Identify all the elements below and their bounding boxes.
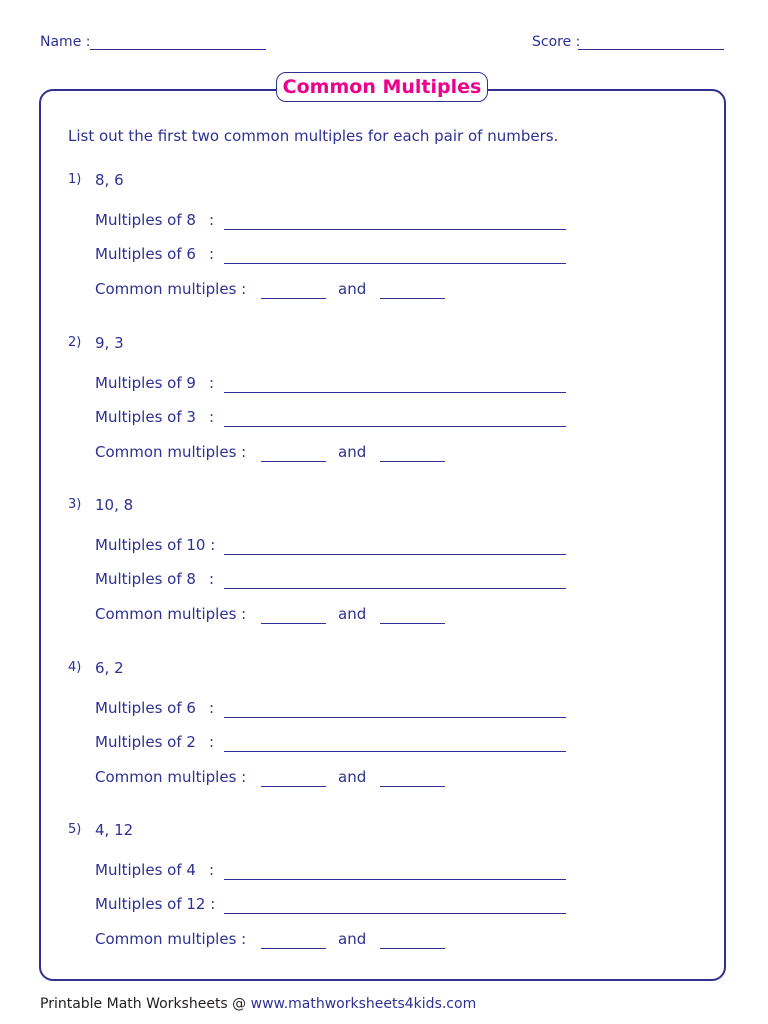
multiples-label: Multiples of 12 : <box>95 895 216 913</box>
multiples-label: Multiples of 8 <box>95 211 196 229</box>
problem-number: 5) <box>68 822 82 837</box>
multiples-colon: : <box>209 732 215 751</box>
common-answer-2[interactable] <box>380 461 445 462</box>
multiples-answer-line[interactable] <box>224 426 566 427</box>
instructions: List out the first two common multiples for each pair of numbers. <box>68 127 559 145</box>
multiples-colon: : <box>209 570 215 588</box>
common-answer-2[interactable] <box>380 948 445 949</box>
common-answer-1[interactable] <box>261 623 326 624</box>
problem-number: 2) <box>68 334 82 350</box>
multiples-label: Multiples of 9 <box>95 373 196 392</box>
common-multiples-label: Common multiples : <box>95 280 247 298</box>
common-answer-1[interactable] <box>261 298 326 299</box>
multiples-label: Multiples of 3 <box>95 407 196 426</box>
multiples-answer-line[interactable] <box>224 913 566 914</box>
and-label: and <box>338 442 367 461</box>
common-multiples-label: Common multiples : <box>95 930 247 948</box>
name-label: Name : <box>40 34 91 50</box>
common-answer-2[interactable] <box>380 623 445 624</box>
common-answer-2[interactable] <box>380 298 445 299</box>
problem-pair: 8, 6 <box>95 171 124 189</box>
multiples-colon: : <box>209 861 215 879</box>
common-multiples-label: Common multiples : <box>95 767 247 786</box>
title-badge <box>276 72 488 102</box>
multiples-answer-line[interactable] <box>224 392 566 393</box>
score-label: Score : <box>532 34 581 50</box>
multiples-answer-line[interactable] <box>224 263 566 264</box>
problem-pair: 4, 12 <box>95 821 134 839</box>
problem-number: 3) <box>68 497 82 512</box>
multiples-label: Multiples of 6 <box>95 698 196 717</box>
problem-number: 4) <box>68 659 82 675</box>
common-answer-1[interactable] <box>261 786 326 787</box>
problem-pair: 9, 3 <box>95 333 124 352</box>
worksheet-title: Common Multiples <box>282 76 482 98</box>
multiples-answer-line[interactable] <box>224 751 566 752</box>
score-field[interactable] <box>578 49 724 50</box>
multiples-label: Multiples of 4 <box>95 861 196 879</box>
multiples-answer-line[interactable] <box>224 879 566 880</box>
common-answer-1[interactable] <box>261 461 326 462</box>
footer-url[interactable]: www.mathworksheets4kids.com <box>250 996 477 1012</box>
and-label: and <box>338 605 367 623</box>
multiples-colon: : <box>209 407 215 426</box>
and-label: and <box>338 930 367 948</box>
multiples-colon: : <box>209 373 215 392</box>
multiples-answer-line[interactable] <box>224 588 566 589</box>
and-label: and <box>338 280 367 298</box>
multiples-answer-line[interactable] <box>224 229 566 230</box>
multiples-label: Multiples of 10 : <box>95 536 216 554</box>
multiples-label: Multiples of 6 <box>95 245 196 263</box>
common-multiples-label: Common multiples : <box>95 442 247 461</box>
footer-prefix: Printable Math Worksheets @ <box>40 996 251 1012</box>
problem-number: 1) <box>68 172 82 187</box>
multiples-colon: : <box>209 245 215 263</box>
common-multiples-label: Common multiples : <box>95 605 247 623</box>
common-answer-2[interactable] <box>380 786 445 787</box>
multiples-colon: : <box>209 698 215 717</box>
problem-pair: 6, 2 <box>95 658 124 677</box>
multiples-label: Multiples of 8 <box>95 570 196 588</box>
multiples-answer-line[interactable] <box>224 717 566 718</box>
footer <box>40 996 476 1012</box>
and-label: and <box>338 767 367 786</box>
problem-pair: 10, 8 <box>95 496 134 514</box>
multiples-colon: : <box>209 211 215 229</box>
multiples-label: Multiples of 2 <box>95 732 196 751</box>
common-answer-1[interactable] <box>261 948 326 949</box>
name-field[interactable] <box>90 49 266 50</box>
multiples-answer-line[interactable] <box>224 554 566 555</box>
